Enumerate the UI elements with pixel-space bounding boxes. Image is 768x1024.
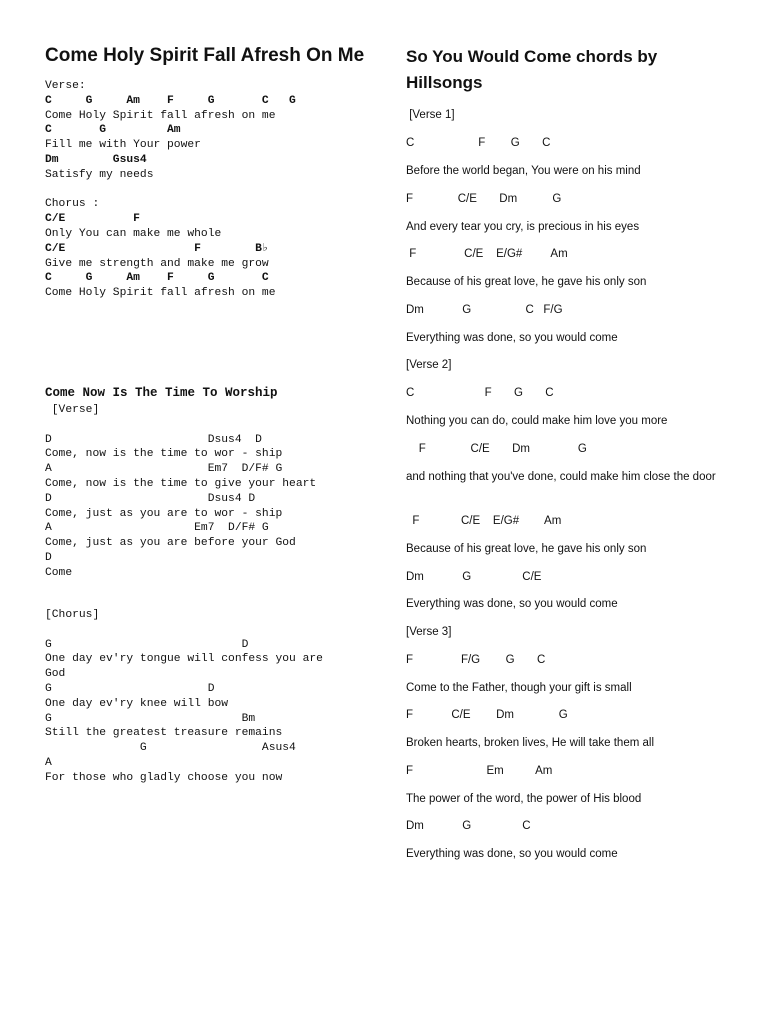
song3-line: F C/E E/G# Am (406, 515, 562, 527)
song-line: For those who gladly choose you now (45, 771, 283, 784)
lyric-line: Chorus : (45, 198, 100, 211)
song-line: A (45, 756, 52, 769)
song-line: A Em7 D/F# G (45, 522, 269, 535)
song-line: Come, now is the time to wor - ship (45, 448, 283, 461)
song3-section (406, 44, 736, 860)
song1-lyrics (45, 79, 365, 301)
song-line: G D (45, 638, 249, 651)
song1-title: Come Holy Spirit Fall Afresh On Me (45, 45, 365, 66)
song3-line: C F G C (406, 387, 554, 399)
song3-line: Because of his great love, he gave his only son (406, 276, 647, 288)
song3-line: Dm G C (406, 820, 531, 832)
song3-title: So You Would Come chords by Hillsongs (406, 47, 658, 92)
song3-line: C F G C (406, 137, 551, 149)
song3-line: The power of the word, the power of His blood (406, 793, 642, 805)
song3-line: Dm G C F/G (406, 304, 563, 316)
chord-line: C/E F (45, 213, 140, 226)
song3-line: Because of his great love, he gave his only son (406, 543, 647, 555)
song3-line: And every tear you cry, is precious in his eyes (406, 221, 640, 233)
chord-line: C/E F B♭ (45, 242, 269, 255)
song-line: D (45, 551, 52, 564)
song-line: A Em7 D/F# G (45, 463, 283, 476)
lyric-line: Give me strength and make me grow (45, 257, 269, 270)
song-line (45, 623, 323, 638)
song-line: Still the greatest treasure remains (45, 727, 283, 740)
chord-line: Dm Gsus4 (45, 153, 147, 166)
song3-line: Nothing you can do, could make him love you more (406, 415, 668, 427)
song3-line: F C/E E/G# Am (406, 248, 568, 260)
song3-line: Everything was done, so you would come (406, 598, 618, 610)
song3-line: F F/G G C (406, 654, 546, 666)
song3-line: Before the world began, You were on his mind (406, 165, 641, 177)
song-line: Come (45, 566, 73, 579)
song3-line: Come to the Father, though your gift is small (406, 682, 632, 694)
song-line: Come, now is the time to give your heart (45, 477, 317, 490)
song3-line: F Em Am (406, 765, 553, 777)
song3-line: and nothing that you've done, could make him close the door (406, 471, 716, 483)
lyric-line: Fill me with Your power (45, 139, 201, 152)
song-line (45, 418, 316, 433)
song3-line: F C/E Dm G (406, 709, 568, 721)
song3-line: Dm G C/E (406, 571, 542, 583)
song3-line: Broken hearts, broken lives, He will take them all (406, 737, 654, 749)
song-line: D Dsus4 D (45, 492, 256, 505)
song-line: D Dsus4 D (45, 433, 262, 446)
song-line: God (45, 668, 66, 681)
chord-line: C G Am F G C G (45, 94, 296, 107)
song2-title: Come Now Is The Time To Worship (45, 386, 278, 400)
lyric-line: Verse: (45, 80, 86, 92)
song3-line: F C/E Dm G (406, 193, 562, 205)
song-line: G Asus4 (45, 742, 296, 755)
chord-line: C G Am F G C (45, 272, 269, 285)
song1-section (45, 44, 365, 301)
song-line: [Chorus] (45, 609, 100, 621)
lyric-line (45, 183, 365, 198)
song-line: G Bm (45, 712, 256, 725)
song-line: [Verse] (45, 404, 100, 416)
song3-line: Everything was done, so you would come (406, 848, 618, 860)
song-line: One day ev'ry tongue will confess you are (45, 653, 323, 666)
song3-line: F C/E Dm G (406, 443, 587, 455)
song-line: Come, just as you are to wor - ship (45, 507, 283, 520)
song-line: Come, just as you are before your God (45, 537, 296, 550)
song-line: G D (45, 682, 215, 695)
song-line: One day ev'ry knee will bow (45, 697, 229, 710)
song3-line: [Verse 2] (406, 359, 452, 371)
lyric-line: Satisfy my needs (45, 168, 154, 181)
chord-line: C G Am (45, 124, 181, 137)
song3-line: [Verse 3] (406, 626, 452, 638)
lyric-line: Only You can make me whole (45, 227, 222, 240)
lyric-line: Come Holy Spirit fall afresh on me (45, 109, 276, 122)
song2-chorus (45, 608, 323, 786)
song3-line: [Verse 1] (406, 109, 455, 121)
song2-verse (45, 403, 316, 581)
lyric-line: Come Holy Spirit fall afresh on me (45, 287, 276, 300)
song3-line: Everything was done, so you would come (406, 332, 618, 344)
